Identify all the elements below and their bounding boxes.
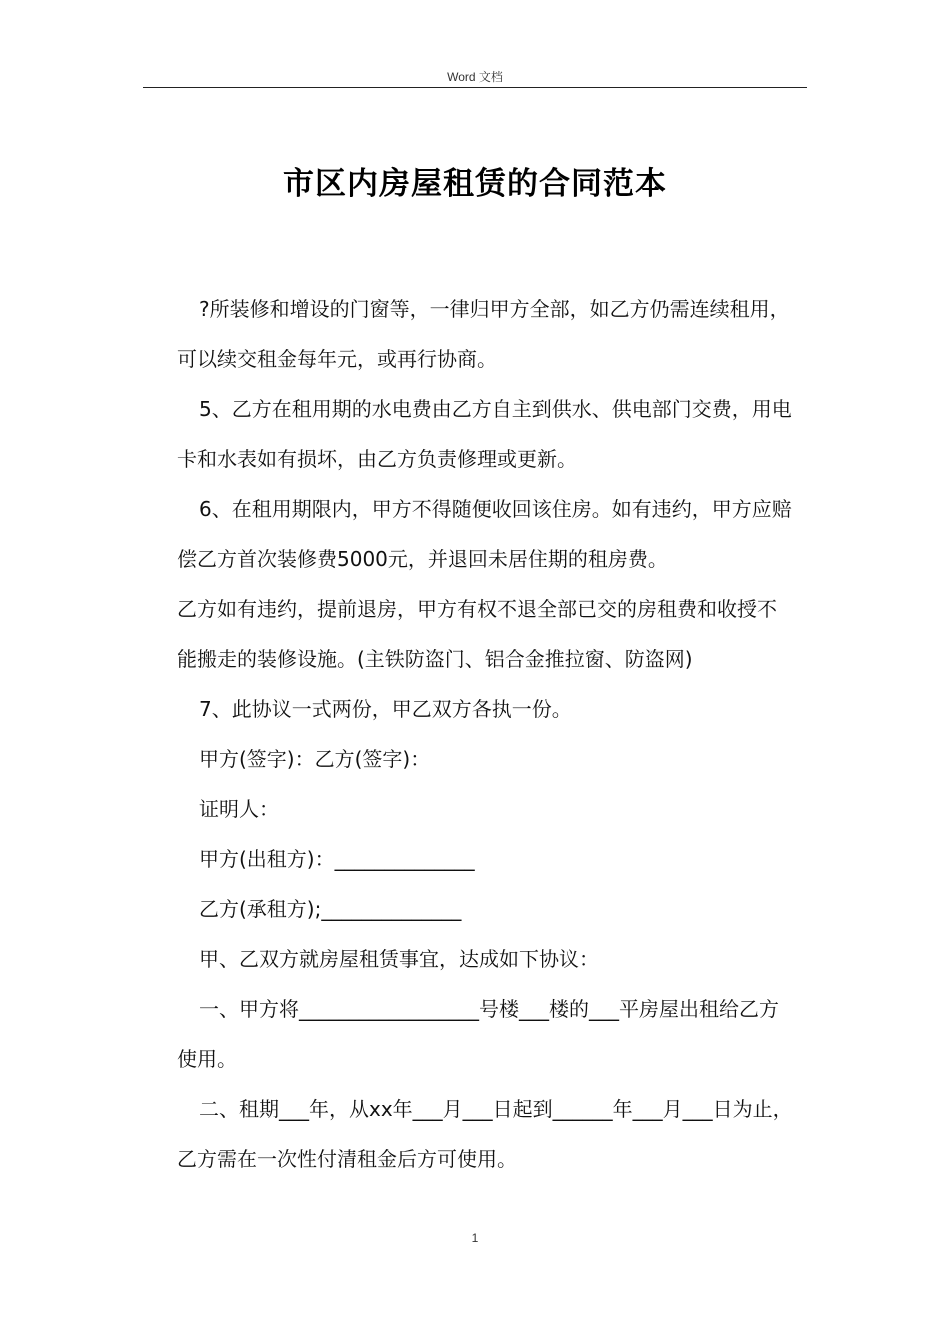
paragraph: 6、在租用期限内，甲方不得随便收回该住房。如有违约，甲方应赔偿乙方首次装修费5000元，并退回未居住期的租房费。 (177, 497, 792, 571)
paragraph: 乙方如有违约，提前退房，甲方有权不退全部已交的房租费和收授不能搬走的装修设施。(主铁防盗门、铝合金推拉窗、防盗网) (177, 597, 777, 671)
paragraph: 甲、乙双方就房屋租赁事宜，达成如下协议： (199, 947, 599, 971)
paragraph: 7、此协议一式两份，甲乙双方各执一份。 (199, 697, 572, 721)
paragraph: 甲方(签字)：乙方(签字)： (199, 747, 431, 771)
paragraph: 一、甲方将__________________号楼___楼的___平房屋出租给乙方使用。 (177, 997, 779, 1071)
paragraph: 乙方(承租方);______________ (199, 897, 462, 921)
paragraph: 证明人： (199, 797, 279, 821)
document-body (177, 284, 795, 1184)
paragraph: 5、乙方在租用期的水电费由乙方自主到供水、供电部门交费，用电卡和水表如有损坏，由乙方负责修理或更新。 (177, 397, 792, 471)
paragraph: ?所装修和增设的门窗等，一律归甲方全部，如乙方仍需连续租用，可以续交租金每年元，或再行协商。 (177, 297, 790, 371)
paragraph: 甲方(出租方)：______________ (199, 847, 475, 871)
paragraph: 二、租期___年，从xx年___月___日起到______年___月___日为止，乙方需在一次性付清租金后方可使用。 (177, 1097, 793, 1171)
header-divider (143, 87, 807, 88)
header-label: Word 文档 (447, 70, 503, 84)
page-number: 1 (471, 1231, 479, 1245)
document-title: 市区内房屋租赁的合同范本 (283, 166, 667, 202)
